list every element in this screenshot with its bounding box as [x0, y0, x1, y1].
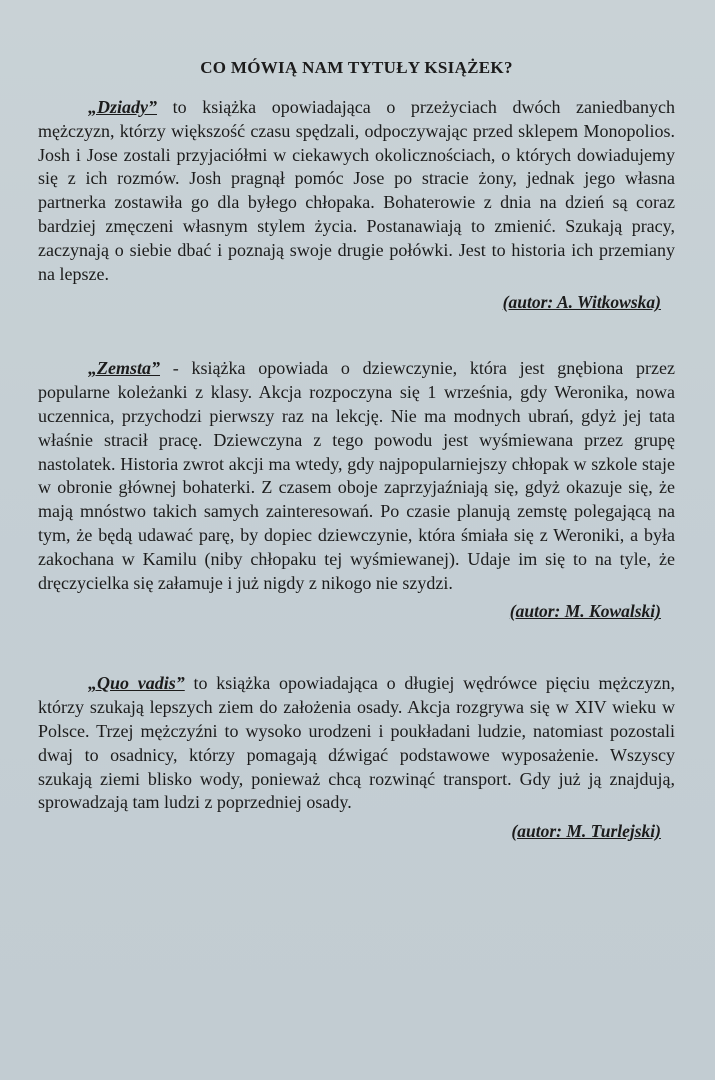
spacer: [38, 622, 675, 672]
spacer: [38, 313, 675, 357]
entry-paragraph: [38, 357, 675, 595]
book-entry-quo-vadis: [38, 672, 675, 842]
entry-author: (autor: M. Kowalski): [509, 601, 661, 622]
book-entry-zemsta: [38, 357, 675, 622]
entry-paragraph: [38, 96, 675, 286]
entry-text: to książka opowiadająca o przeżyciach dwóch zaniedbanych mężczyzn, którzy większość czasu spędzali, odpoczywając przed sklepem Monopolios. Josh i Jose zostali przyjaciółmi w ciekawych okolicznościach, o których dowiadujemy się z ich rozmów. Josh pragnął pomóc Jose po stracie żony, jednak jego własna partnerka zostawiła go dla byłego chłopaka. Bohaterowie z dnia na dzień są coraz bardziej zmęczeni własnym stylem życia. Postanawiają to zmienić. Szukają pracy, zaczynają o siebie dbać i poznają swoje drugie połówki. Jest to historia ich przemiany na lepsze.: [38, 97, 675, 284]
book-title: „Zemsta”: [88, 358, 160, 379]
book-title: „Quo vadis”: [88, 673, 185, 694]
book-entry-dziady: [38, 96, 675, 313]
entry-author: (autor: A. Witkowska): [502, 292, 661, 313]
document-title: CO MÓWIĄ NAM TYTUŁY KSIĄŻEK?: [200, 58, 513, 77]
book-title: „Dziady”: [88, 97, 157, 117]
entry-text: - książka opowiada o dziewczynie, która jest gnębiona przez popularne koleżanki z klasy. Akcja rozpoczyna się 1 września, gdy Weronika, nowa uczennica, przychodzi pierwszy raz na lekcję. Nie ma modnych ubrań, gdyż jej tata właśnie stracił pracę. Dziewczyna z tego powodu jest wyśmiewana przez grupę nastolatek. Historia zwrot akcji ma wtedy, gdy najpopularniejszy chłopak w szkole staje w obronie głównej bohaterki. Z czasem oboje zaprzyjaźniają się, gdyż okazuje się, że mają mnóstwo takich samych zainteresowań. Po czasie planują zemstę polegającą na tym, że będą udawać parę, by dopiec dziewczynie, która śmiała się z Weroniki, a była zakochana w Kamilu (niby chłopaku tej wyśmiewanej). Udaje im się to na tyle, że dręczycielka się załamuje i już nigdy z nikogo nie szydzi.: [38, 358, 675, 593]
entry-text: to książka opowiadająca o długiej wędrówce pięciu mężczyzn, którzy szukają lepszych ziem do założenia osady. Akcja rozgrywa się w XIV wieku w Polsce. Trzej mężczyźni to wysoko urodzeni i poukładani ludzie, natomiast pozostali dwaj to osadnicy, którzy pomagają dźwigać podstawowe wyposażenie. Wszyscy szukają ziemi blisko wody, ponieważ chcą rozwinąć transport. Gdy już ją znajdują, sprowadzają tam ludzi z poprzedniej osady.: [38, 673, 675, 813]
entry-author: (autor: M. Turlejski): [511, 821, 661, 842]
entry-paragraph: [38, 672, 675, 815]
